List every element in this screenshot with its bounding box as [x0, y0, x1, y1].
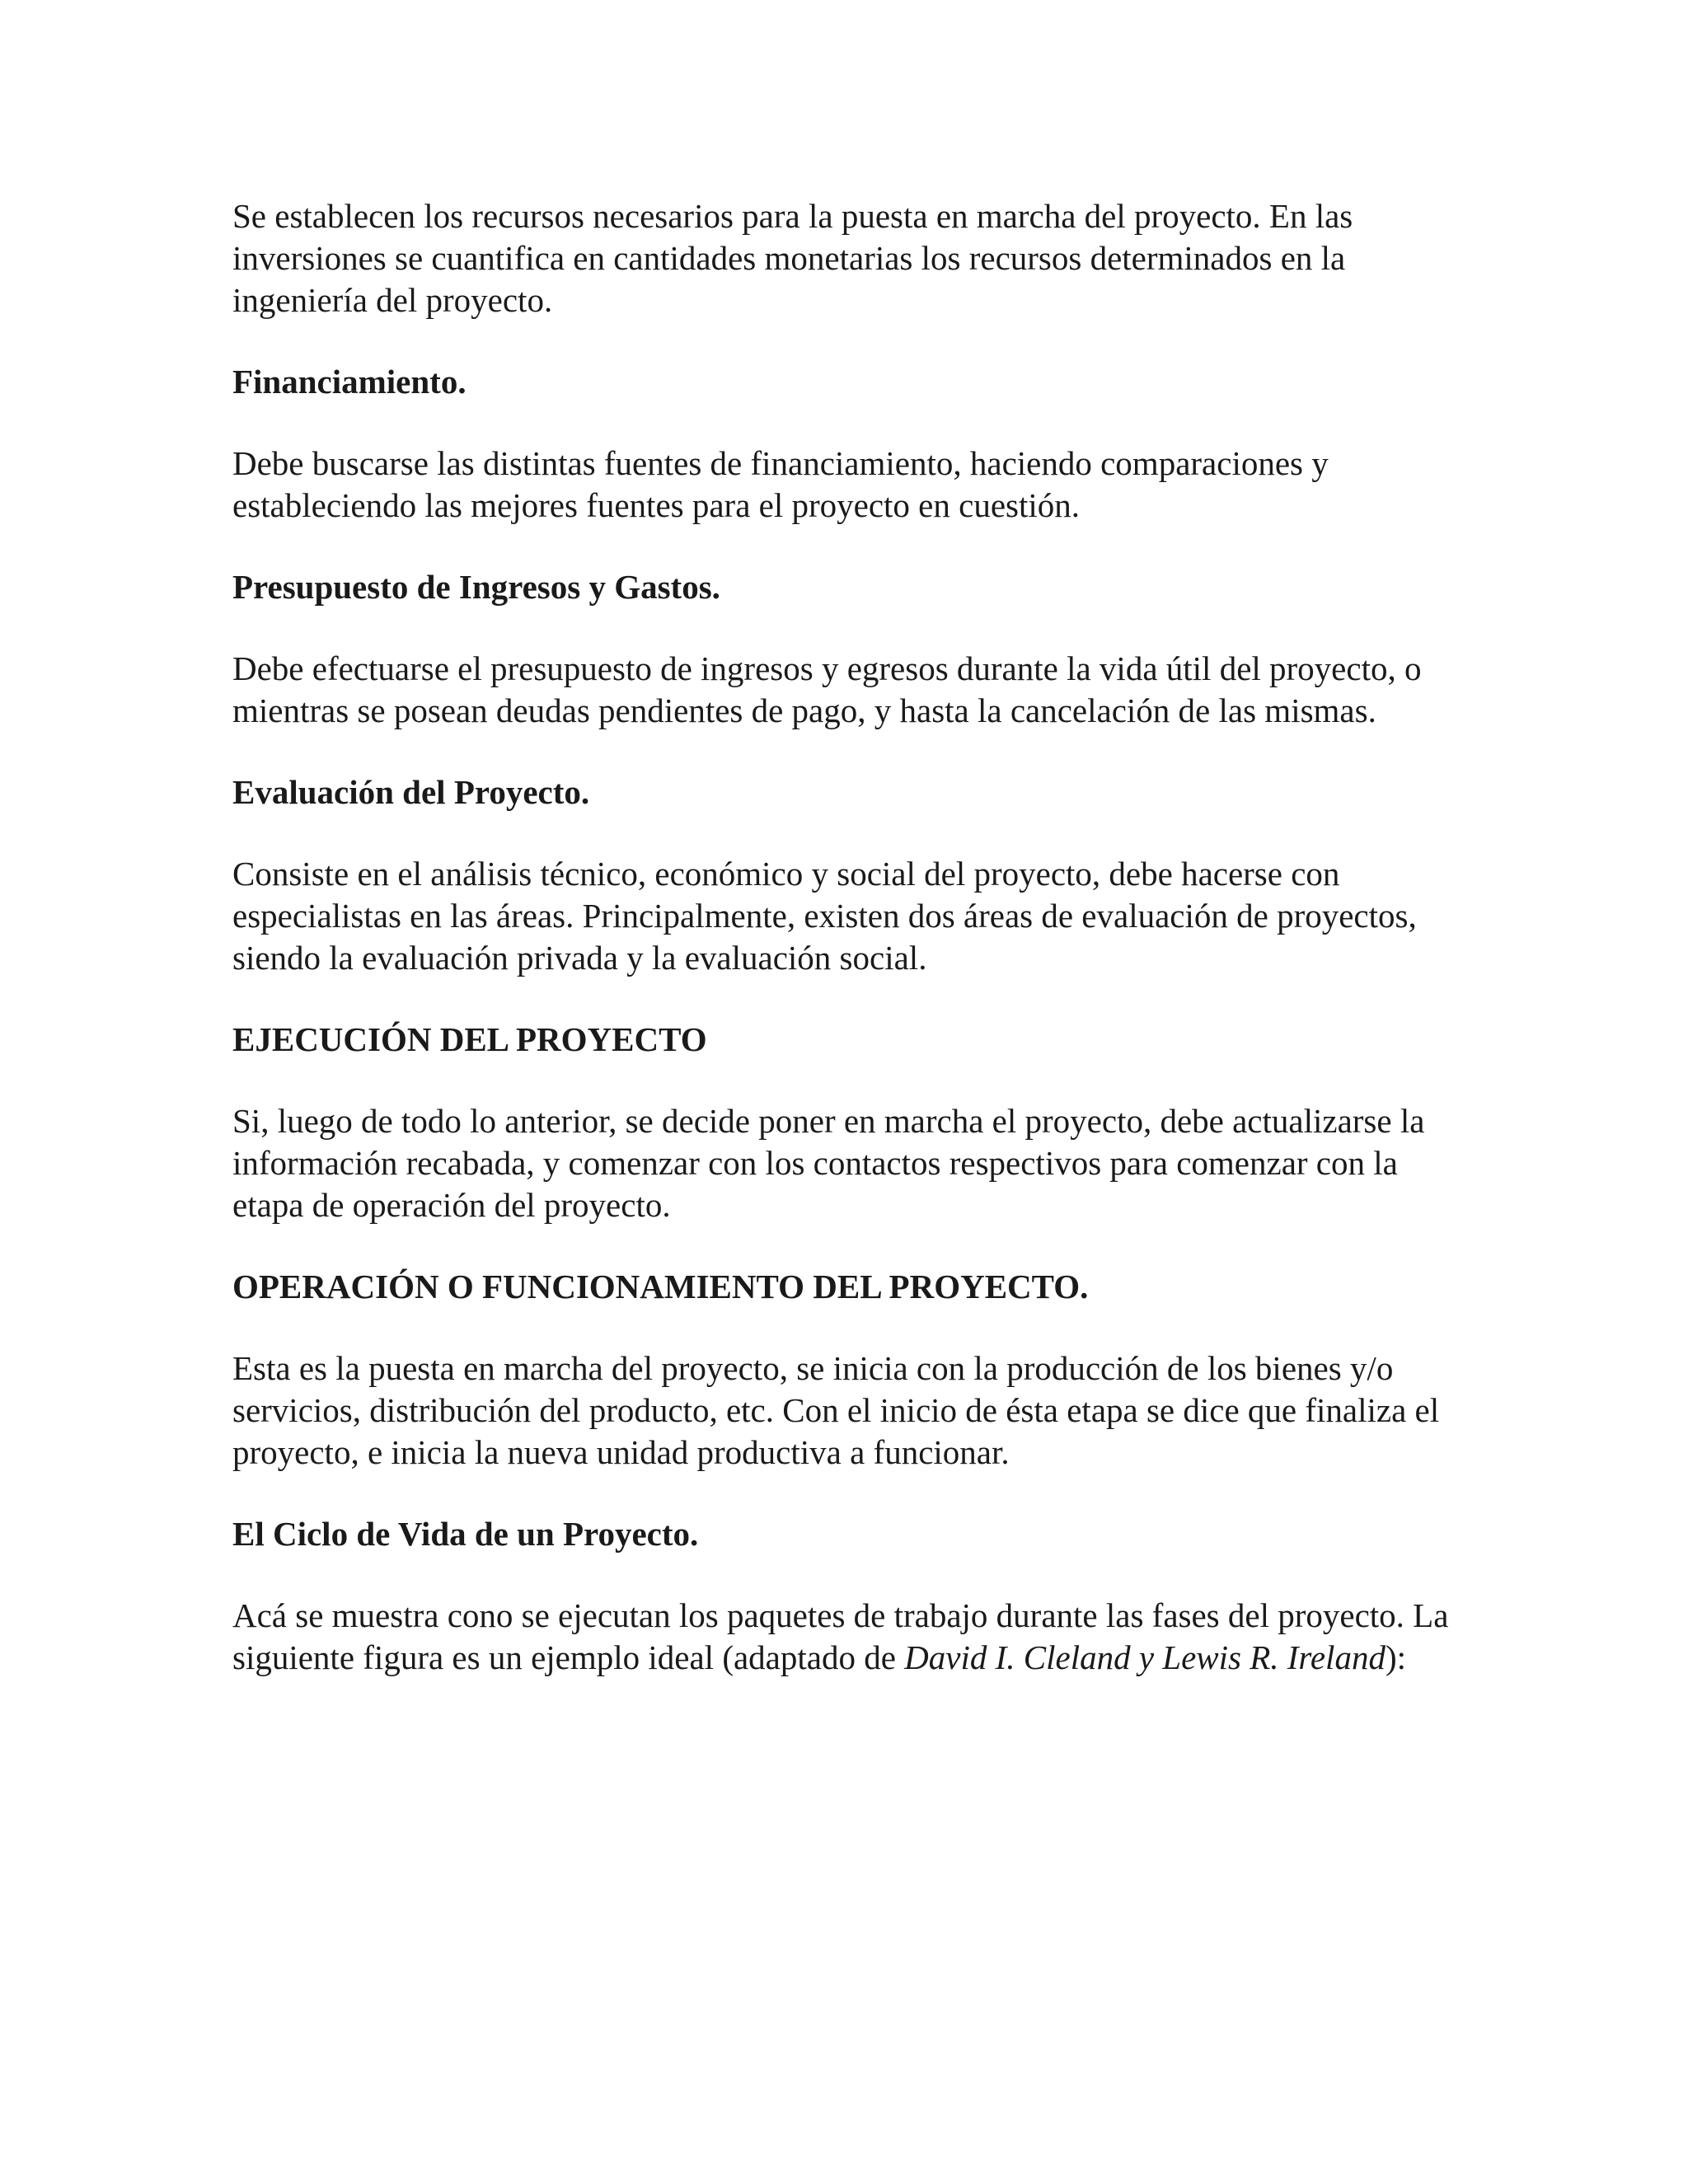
paragraph-ciclo-de-vida: [232, 1595, 1452, 1679]
paragraph-evaluacion: Consiste en el análisis técnico, económico y social del proyecto, debe hacerse con especialistas en las áreas. Principalmente, existen dos áreas de evaluación de proyectos, siendo la evaluación privada y la evaluación social.: [232, 855, 1417, 977]
heading-operacion: OPERACIÓN O FUNCIONAMIENTO DEL PROYECTO.: [232, 1268, 1089, 1305]
heading-presupuesto: Presupuesto de Ingresos y Gastos.: [232, 568, 720, 606]
paragraph-presupuesto: Debe efectuarse el presupuesto de ingresos y egresos durante la vida útil del proyecto, o mientras se posean deudas pendientes de pago, y hasta la cancelación de las mismas.: [232, 649, 1422, 729]
document-body: [232, 195, 1452, 1718]
paragraph-ciclo-text-before: Acá se muestra cono se ejecutan los paquetes de trabajo durante las fases del proyecto. La siguiente figura es un ejemplo ideal (adaptado de: [232, 1596, 1449, 1676]
paragraph-ciclo-text-after: ):: [1385, 1638, 1406, 1676]
paragraph-ejecucion: Si, luego de todo lo anterior, se decide poner en marcha el proyecto, debe actualizarse la información recabada, y comenzar con los contactos respectivos para comenzar con la etapa de operación del proyecto.: [232, 1102, 1425, 1224]
heading-financiamiento: Financiamiento.: [232, 363, 467, 401]
heading-ciclo-de-vida: El Ciclo de Vida de un Proyecto.: [232, 1515, 699, 1553]
paragraph-ciclo-citation: David I. Cleland y Lewis R. Ireland: [904, 1638, 1386, 1676]
heading-ejecucion: EJECUCIÓN DEL PROYECTO: [232, 1020, 707, 1058]
paragraph-operacion: Esta es la puesta en marcha del proyecto, se inicia con la producción de los bienes y/o servicios, distribución del producto, etc. Con el inicio de ésta etapa se dice que finaliza el proyecto, e inicia la nueva unidad productiva a funcionar.: [232, 1349, 1440, 1471]
paragraph-recursos: Se establecen los recursos necesarios para la puesta en marcha del proyecto. En las inversiones se cuantifica en cantidades monetarias los recursos determinados en la ingeniería del proyecto.: [232, 197, 1353, 319]
paragraph-financiamiento: Debe buscarse las distintas fuentes de financiamiento, haciendo comparaciones y estableciendo las mejores fuentes para el proyecto en cuestión.: [232, 444, 1329, 524]
heading-evaluacion: Evaluación del Proyecto.: [232, 773, 590, 811]
